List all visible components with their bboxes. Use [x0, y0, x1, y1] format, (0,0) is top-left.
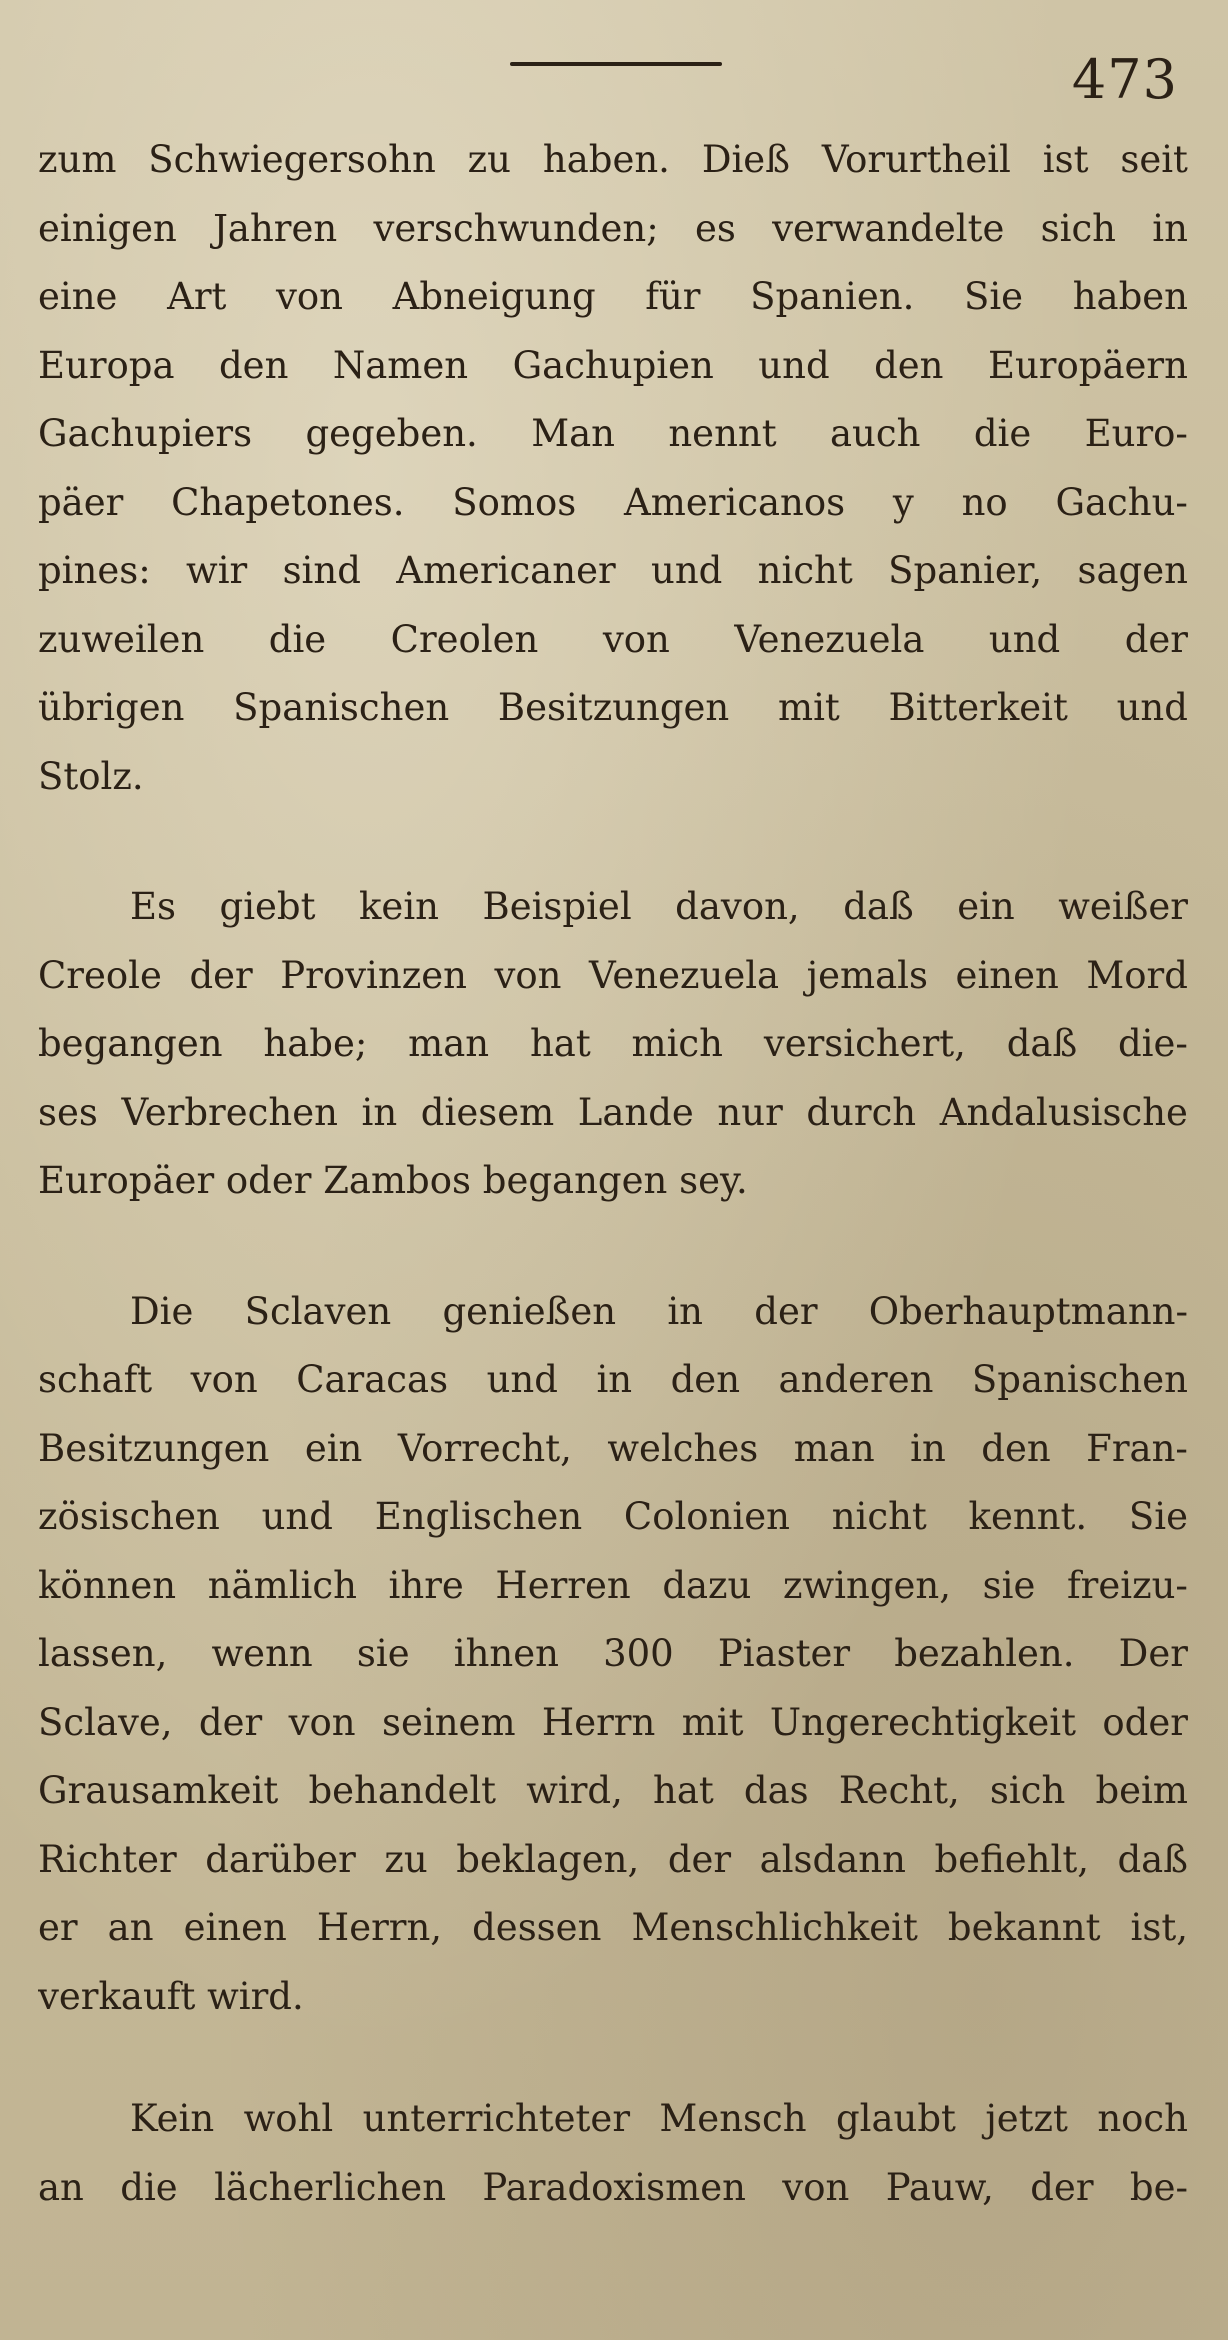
text-line: begangen habe; man hat mich versichert, daß die-: [38, 1022, 1188, 1065]
body-text: [38, 138, 1188, 2234]
text-line: er an einen Herrn, dessen Menschlichkeit bekannt ist,: [38, 1906, 1188, 1949]
text-line: schaft von Caracas und in den anderen Spanischen: [38, 1358, 1188, 1401]
text-line: zösischen und Englischen Colonien nicht kennt. Sie: [38, 1495, 1188, 1538]
text-line: pines: wir sind Americaner und nicht Spanier, sagen: [38, 549, 1188, 592]
header-rule: [510, 62, 722, 66]
paragraph-gap: [38, 1228, 1188, 1290]
text-line: päer Chapetones. Somos Americanos y no Gachu-: [38, 480, 1188, 524]
text-line: Es giebt kein Beispiel davon, daß ein weißer: [130, 885, 1188, 928]
text-line: verkauft wird.: [38, 1974, 304, 2018]
text-line: Sclave, der von seinem Herrn mit Ungerechtigkeit oder: [38, 1700, 1188, 1744]
text-line: Kein wohl unterrichteter Mensch glaubt jetzt noch: [130, 2097, 1188, 2140]
text-line: zum Schwiegersohn zu haben. Dieß Vorurtheil ist seit: [38, 138, 1188, 181]
text-line: an die lächerlichen Paradoxismen von Pauw, der be-: [38, 2165, 1188, 2209]
text-line: lassen, wenn sie ihnen 300 Piaster bezahlen. Der: [38, 1632, 1188, 1675]
paragraph-gap: [38, 823, 1188, 885]
text-line: Die Sclaven genießen in der Oberhauptmann-: [130, 1289, 1188, 1333]
text-line: Stolz.: [38, 754, 144, 798]
text-line: Creole der Provinzen von Venezuela jemals einen Mord: [38, 953, 1188, 997]
paragraph-gap: [38, 2043, 1188, 2097]
text-line: Europäer oder Zambos begangen sey.: [38, 1159, 748, 1202]
text-line: übrigen Spanischen Besitzungen mit Bitterkeit und: [38, 686, 1188, 729]
text-line: eine Art von Abneigung für Spanien. Sie haben: [38, 275, 1188, 318]
text-line: einigen Jahren verschwunden; es verwandelte sich in: [38, 206, 1188, 250]
text-line: Gachupiers gegeben. Man nennt auch die Euro-: [38, 412, 1188, 455]
text-line: Europa den Namen Gachupien und den Europäern: [38, 343, 1188, 387]
text-line: Grausamkeit behandelt wird, hat das Recht, sich beim: [38, 1769, 1188, 1812]
text-line: ses Verbrechen in diesem Lande nur durch Andalusische: [38, 1090, 1188, 1134]
text-line: Richter darüber zu beklagen, der alsdann befiehlt, daß: [38, 1837, 1188, 1881]
page-number: 473: [1071, 48, 1178, 111]
text-line: können nämlich ihre Herren dazu zwingen, sie freizu-: [38, 1563, 1188, 1607]
text-line: zuweilen die Creolen von Venezuela und der: [38, 617, 1188, 661]
text-line: Besitzungen ein Vorrecht, welches man in den Fran-: [38, 1426, 1188, 1470]
